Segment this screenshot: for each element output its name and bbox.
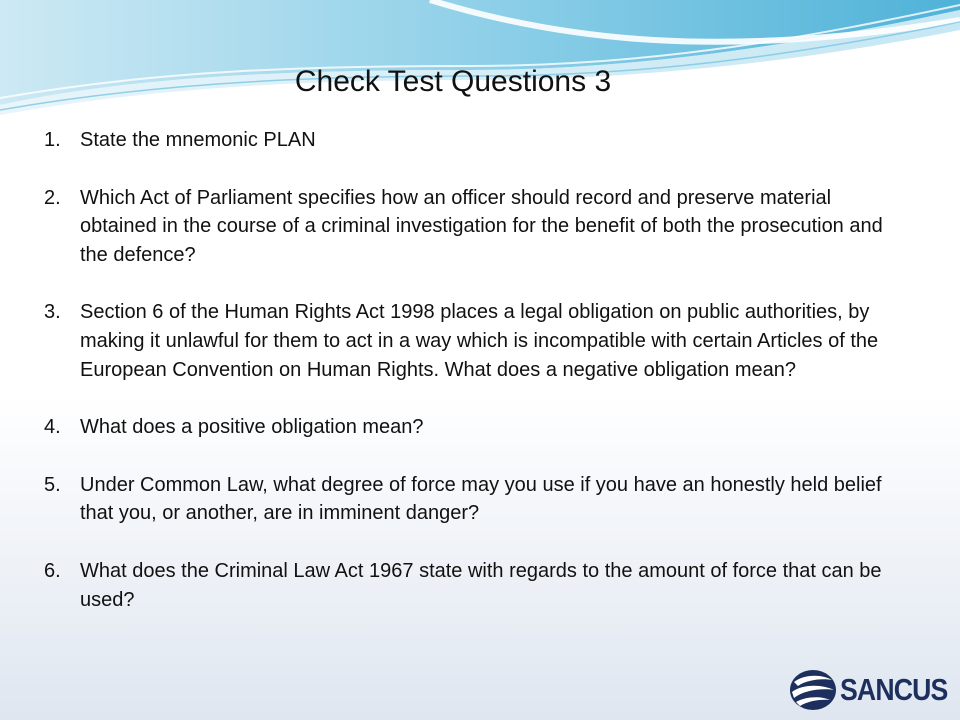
question-number: 6. — [44, 559, 61, 582]
question-number: 4. — [44, 416, 61, 439]
question-number: 3. — [44, 301, 61, 324]
question-item — [44, 557, 904, 614]
question-text: State the mnemonic PLAN — [80, 129, 316, 151]
question-number: 5. — [44, 473, 61, 496]
question-item — [44, 471, 904, 528]
question-number: 1. — [44, 129, 61, 151]
slide-title: Check Test Questions 3 — [294, 65, 612, 98]
question-text: What does a positive obligation mean? — [80, 416, 424, 439]
question-item — [44, 298, 904, 384]
question-text: Section 6 of the Human Rights Act 1998 places a legal obligation on public authorities, by making it unlawful for them to act in a way which is incompatible with certain Articles of the European Convention on Human Rights. What does a negative obligation mean? — [80, 301, 879, 381]
question-text: Under Common Law, what degree of force may you use if you have an honestly held belief that you, or another, are in imminent danger? — [80, 473, 882, 525]
question-text: Which Act of Parliament specifies how an officer should record and preserve material obtained in the course of a criminal investigation for the benefit of both the prosecution and the defence? — [80, 186, 883, 266]
header-wave-decoration — [0, 0, 960, 120]
question-item — [44, 413, 904, 442]
question-item — [44, 126, 904, 155]
logo-text: SANCUS — [840, 672, 948, 707]
question-item — [44, 184, 904, 270]
sancus-swirl-icon — [788, 668, 838, 712]
question-text: What does the Criminal Law Act 1967 state with regards to the amount of force that can be used? — [80, 559, 882, 611]
question-list — [44, 126, 904, 643]
question-number: 2. — [44, 186, 61, 209]
sancus-logo — [788, 668, 948, 712]
